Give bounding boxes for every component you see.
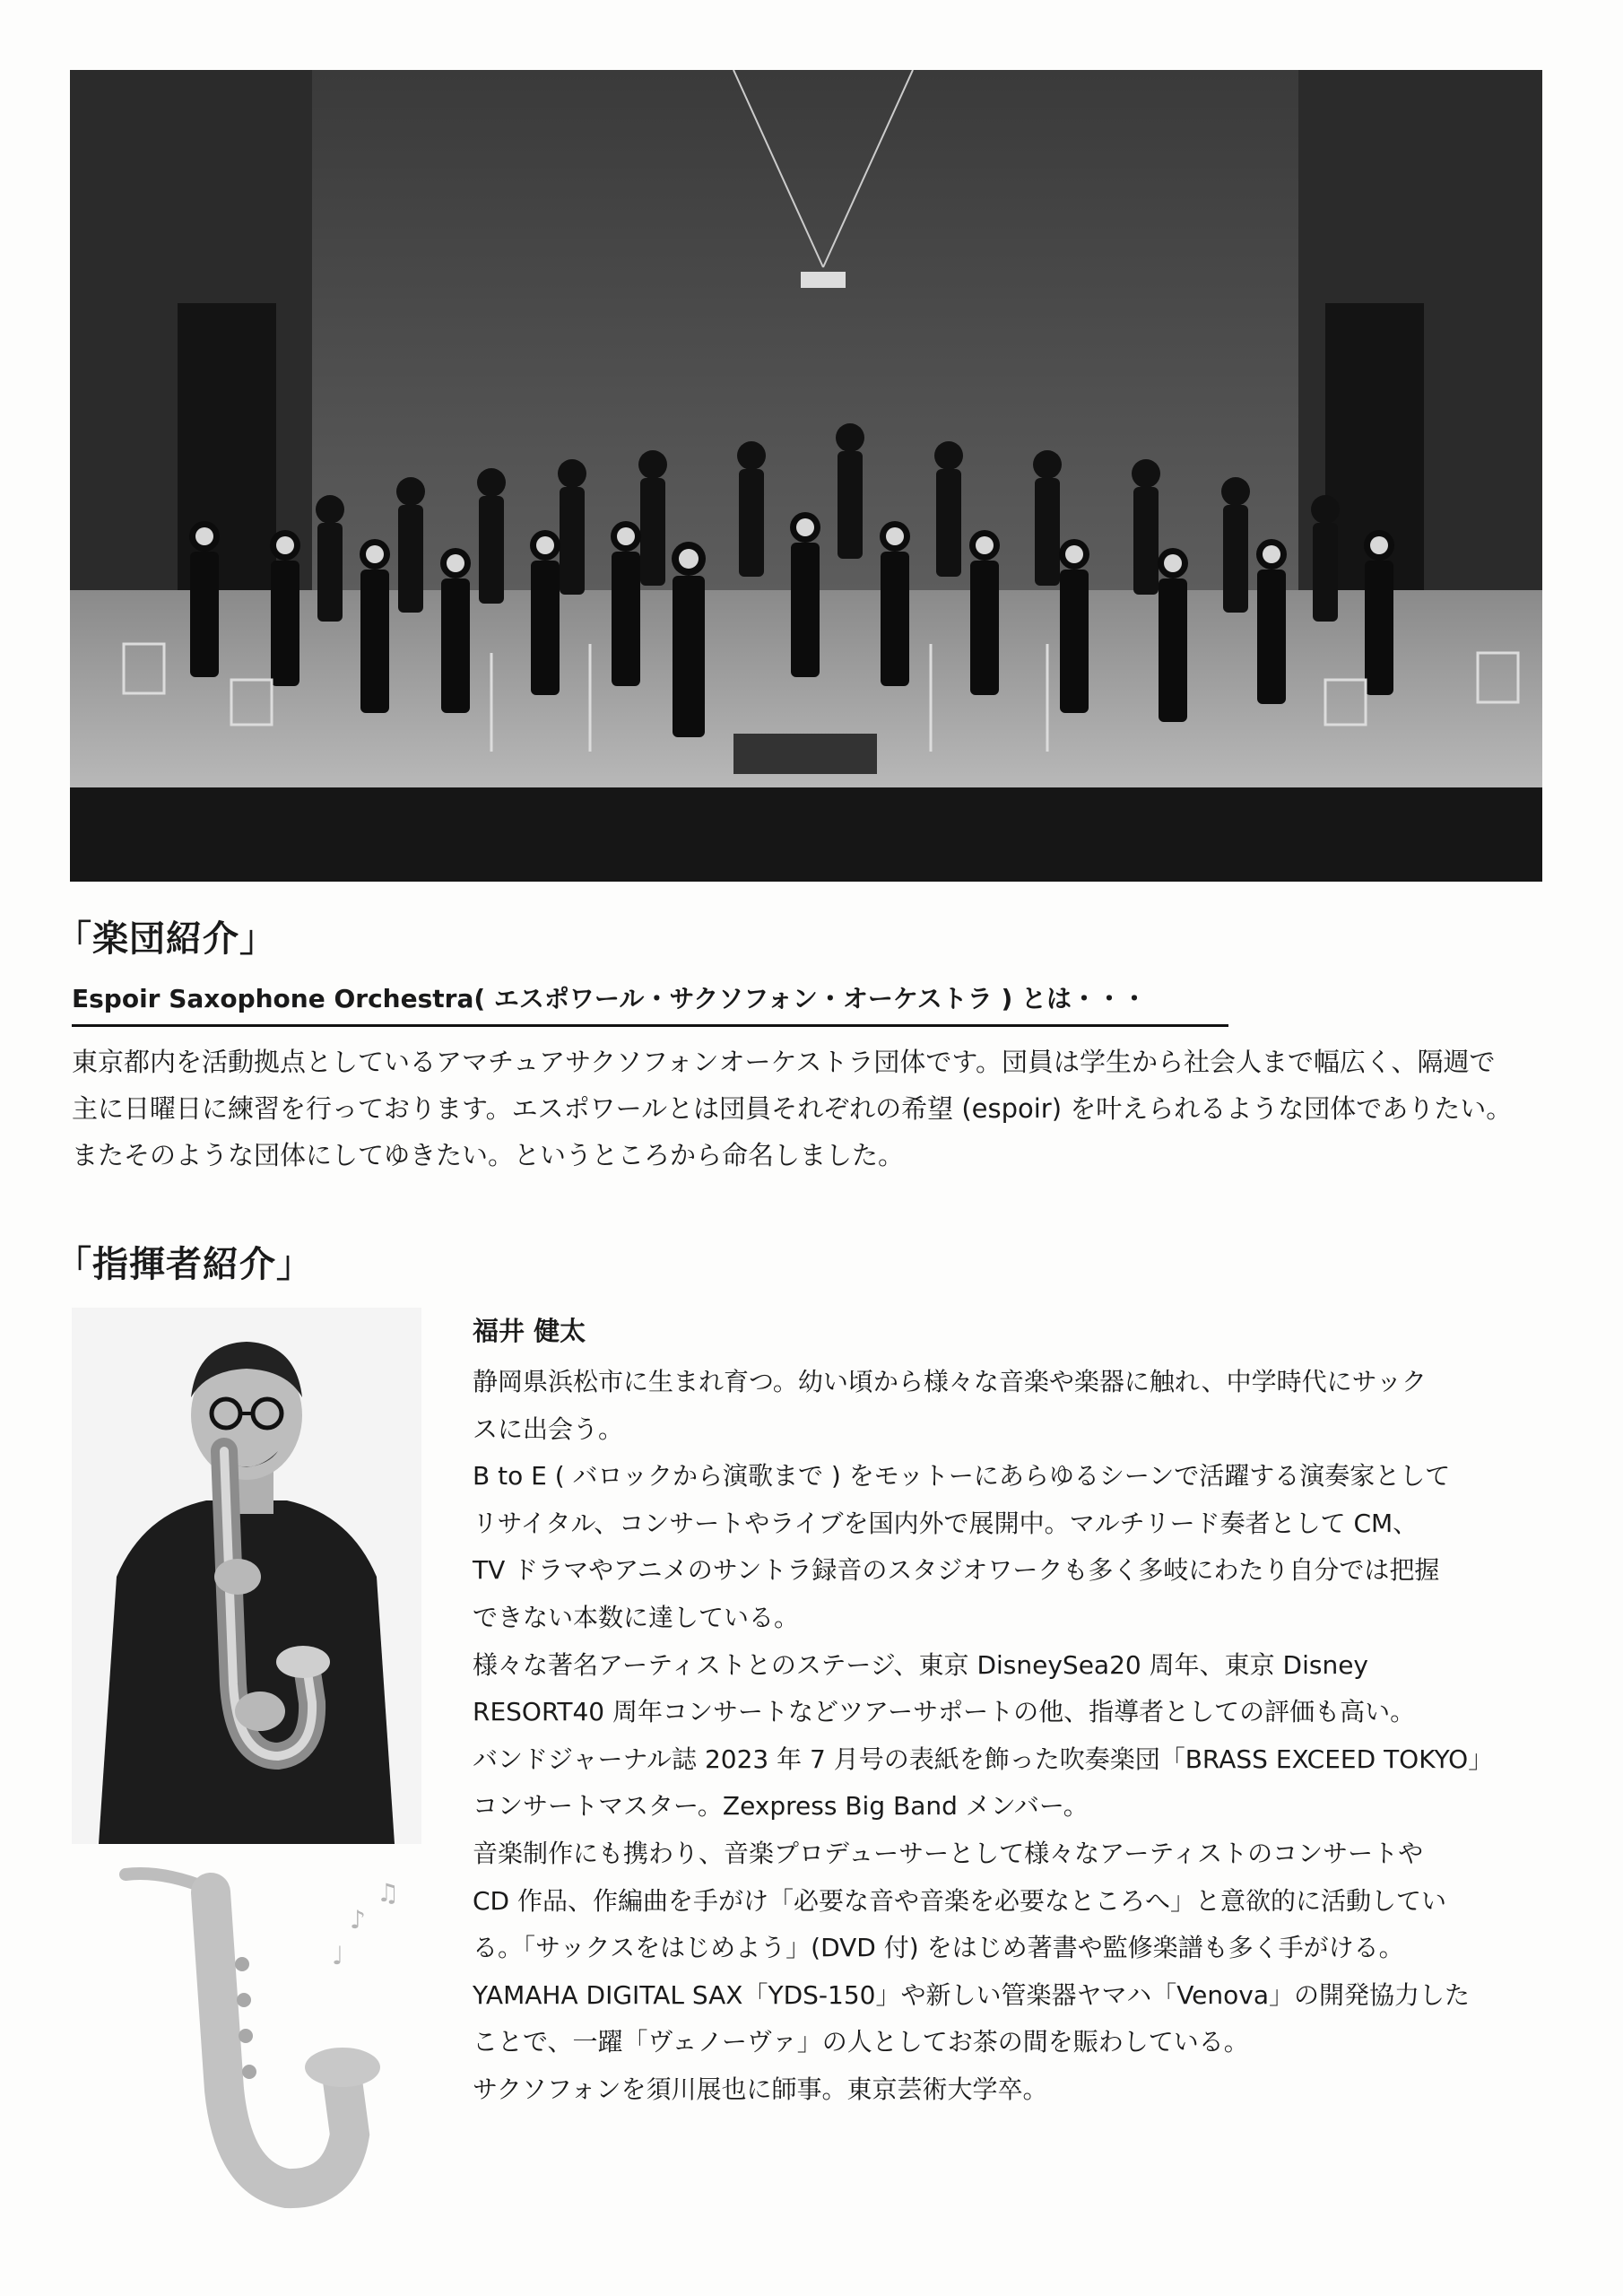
svg-text:♪: ♪: [350, 1905, 366, 1935]
bio-line: バンドジャーナル誌 2023 年 7 月号の表紙を飾った吹奏楽団「BRASS EXCEED TOKYO」: [473, 1744, 1494, 1774]
bio-line: スに出会う。: [473, 1413, 624, 1444]
svg-text:♩: ♩: [332, 1941, 344, 1970]
bio-line: コンサートマスター。Zexpress Big Band メンバー。: [473, 1791, 1089, 1822]
orchestra-subtitle: Espoir Saxophone Orchestra( エスポワール・サクソフォン・オーケストラ ) とは・・・: [72, 979, 1228, 1027]
bio-line: TV ドラマやアニメのサントラ録音のスタジオワークも多く多岐にわたり自分では把握: [473, 1555, 1440, 1586]
saxophone-decoration-icon: [108, 1857, 430, 2215]
bio-line: 音楽制作にも携わり、音楽プロデューサーとして様々なアーティストのコンサートや: [473, 1838, 1424, 1868]
bio-line: B to E ( バロックから演歌まで ) をモットーにあらゆるシーンで活躍する演奏家として: [473, 1461, 1451, 1492]
conductor-section-heading: 「指揮者紹介」: [56, 1244, 313, 1285]
bio-line: リサイタル、コンサートやライブを国内外で展開中。マルチリード奏者として CM、: [473, 1508, 1419, 1538]
bio-line: RESORT40 周年コンサートなどツアーサポートの他、指導者としての評価も高い。: [473, 1697, 1416, 1727]
intro-line: またそのような団体にしてゆきたい。というところから命名しました。: [72, 1140, 905, 1170]
orchestra-group-photo: [70, 70, 1542, 882]
bio-line: サクソフォンを須川展也に師事。東京芸術大学卒。: [473, 2074, 1048, 2104]
bio-line: YAMAHA DIGITAL SAX「YDS-150」や新しい管楽器ヤマハ「Venova」の開発協力した: [473, 1979, 1471, 2010]
bio-line: る。「サックスをはじめよう」(DVD 付) をはじめ著書や監修楽譜も多く手がける。: [473, 1933, 1404, 1963]
bio-line: 静岡県浜松市に生まれ育つ。幼い頃から様々な音楽や楽器に触れ、中学時代にサック: [473, 1367, 1428, 1396]
orchestra-intro-text: [72, 1039, 1524, 1178]
intro-line: 東京都内を活動拠点としているアマチュアサクソフォンオーケストラ団体です。団員は学生から社会人まで幅広く、隔週で: [72, 1047, 1496, 1077]
bio-line: できない本数に達している。: [473, 1602, 800, 1632]
intro-line: 主に日曜日に練習を行っております。エスポワールとは団員それぞれの希望 (espoir) を叶えられるような団体でありたい。: [72, 1093, 1513, 1124]
conductor-portrait: [72, 1308, 421, 1844]
bio-line: ことで、一躍「ヴェノーヴァ」の人としてお茶の間を賑わしている。: [473, 2027, 1249, 2057]
svg-text:♫: ♫: [377, 1878, 400, 1908]
bio-line: 様々な著名アーティストとのステージ、東京 DisneySea20 周年、東京 Disney: [473, 1649, 1368, 1680]
conductor-name: 福井 健太: [473, 1316, 586, 1346]
bio-line: CD 作品、作編曲を手がけ「必要な音や音楽を必要なところへ」と意欲的に活動してい: [473, 1885, 1447, 1916]
orchestra-section-heading: 「楽団紹介」: [56, 918, 276, 960]
conductor-bio: [473, 1359, 1540, 2114]
